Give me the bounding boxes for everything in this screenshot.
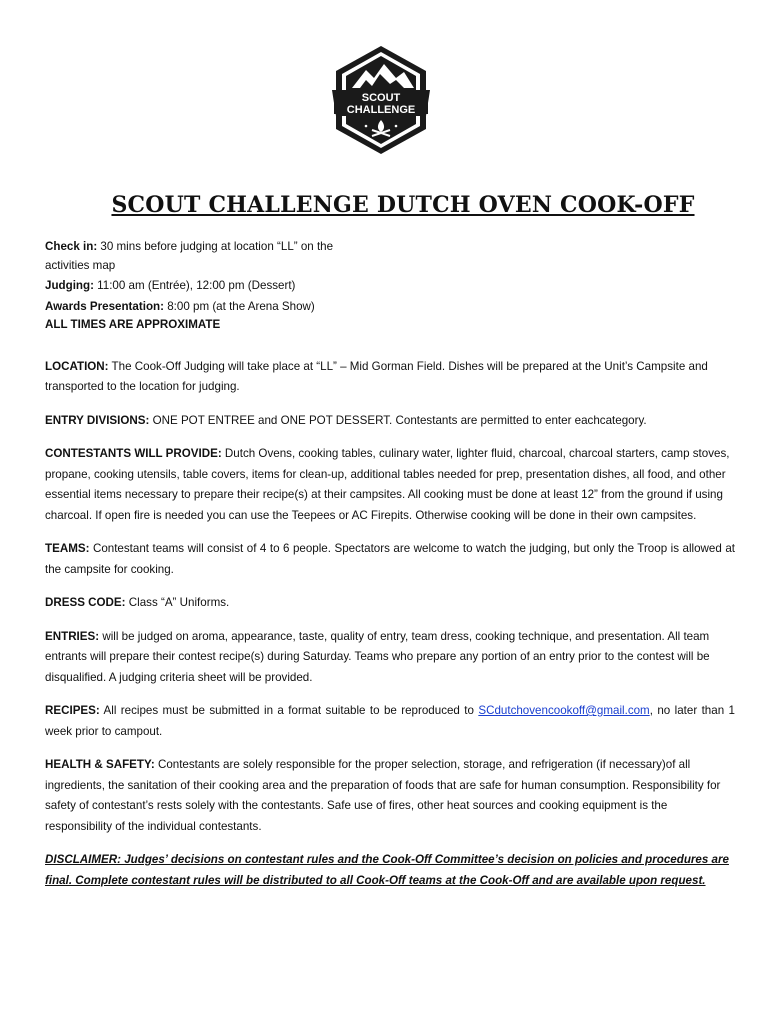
entries-label: ENTRIES: bbox=[45, 629, 100, 643]
dress-code-label: DRESS CODE: bbox=[45, 596, 126, 609]
entry-divisions-text: ONE POT ENTREE and ONE POT DESSERT. Contestants are permitted to enter eachcategory. bbox=[149, 413, 647, 427]
awards-line bbox=[45, 298, 375, 317]
page-title: SCOUT CHALLENGE DUTCH OVEN COOK-OFF bbox=[111, 192, 695, 218]
location-text: The Cook-Off Judging will take place at “LL” – Mid Gorman Field. Dishes will be prepared at the Unit’s Campsite and transported to the location for judging. bbox=[45, 359, 708, 393]
checkin-text: 30 mins before judging at location “LL” on the activities map bbox=[45, 240, 334, 272]
teams-section bbox=[45, 539, 735, 580]
contestants-section bbox=[45, 444, 735, 526]
recipes-text-after: , no later than 1 week prior to campout. bbox=[45, 704, 735, 738]
logo-line1: SCOUT bbox=[361, 92, 401, 104]
recipes-section bbox=[45, 701, 735, 742]
recipes-text-before: All recipes must be submitted in a format suitable to be reproduced to bbox=[99, 704, 479, 717]
entry-divisions-section bbox=[45, 411, 735, 432]
awards-label: Awards Presentation: bbox=[45, 299, 164, 313]
logo-badge-icon bbox=[330, 44, 432, 156]
judging-label: Judging: bbox=[45, 279, 94, 292]
judging-text: 11:00 am (Entrée), 12:00 pm (Dessert) bbox=[93, 279, 296, 292]
dress-code-text: Class “A” Uniforms. bbox=[125, 596, 230, 609]
location-label: LOCATION: bbox=[45, 359, 109, 373]
health-safety-text: Contestants are solely responsible for the proper selection, storage, and refrigeration (if necessary)of all ingredients, the sanitation of their cooking area and the preparation of foods that are safe for human consumption. Responsibility for safety of contestant’s rests solely with the contestants. Safe use of fires, other heat sources and cooking equipment is the responsibility of the individual contestants. bbox=[45, 758, 721, 833]
email-link[interactable]: SCdutchovencookoff@gmail.com bbox=[478, 704, 650, 717]
approximate-note: ALL TIMES ARE APPROXIMATE bbox=[45, 318, 221, 331]
contestants-label: CONTESTANTS WILL PROVIDE: bbox=[45, 447, 222, 460]
checkin-line bbox=[45, 238, 375, 275]
entries-section bbox=[45, 627, 735, 689]
awards-text: 8:00 pm (at the Arena Show) bbox=[163, 299, 315, 313]
judging-line bbox=[45, 277, 375, 296]
logo-line2: CHALLENGE bbox=[346, 104, 416, 116]
entry-divisions-label: ENTRY DIVISIONS: bbox=[45, 413, 150, 427]
checkin-label: Check in: bbox=[45, 240, 98, 253]
schedule-block bbox=[45, 238, 375, 335]
contestants-text: Dutch Ovens, cooking tables, culinary water, lighter fluid, charcoal, charcoal starters, camp stoves, propane, cooking utensils, table covers, items for clean-up, additional tables needed for prep, presentation dishes, all food, and other essential items necessary to prepare their recipe(s) at their campsites. All cooking must be done at least 12” from the ground if using charcoal. If open fire is needed you can use the Teepees or AC Firepits. Otherwise cooking will be done in their own campsites. bbox=[45, 447, 730, 522]
dress-code-section bbox=[45, 593, 735, 614]
disclaimer-section: DISCLAIMER: Judges’ decisions on contestant rules and the Cook-Off Committee’s decision on policies and procedures are final. Complete contestant rules will be distributed to all Cook-Off teams at the Cook-Off and are available upon request. bbox=[45, 853, 729, 887]
location-section bbox=[45, 357, 735, 398]
health-safety-section bbox=[45, 755, 735, 837]
entries-text: will be judged on aroma, appearance, taste, quality of entry, team dress, cooking technique, and presentation. All team entrants will prepare their contest recipe(s) during Saturday. Teams who prepare any portion of an entry prior to the contest will be disqualified. A judging criteria sheet will be provided. bbox=[45, 629, 710, 684]
scout-challenge-logo bbox=[330, 44, 432, 156]
teams-text: Contestant teams will consist of 4 to 6 people. Spectators are welcome to watch the judging, but only the Troop is allowed at the campsite for cooking. bbox=[45, 542, 735, 576]
health-safety-label: HEALTH & SAFETY: bbox=[45, 758, 155, 771]
recipes-label: RECIPES: bbox=[45, 704, 100, 717]
teams-label: TEAMS: bbox=[45, 542, 90, 555]
document-body bbox=[45, 238, 735, 891]
